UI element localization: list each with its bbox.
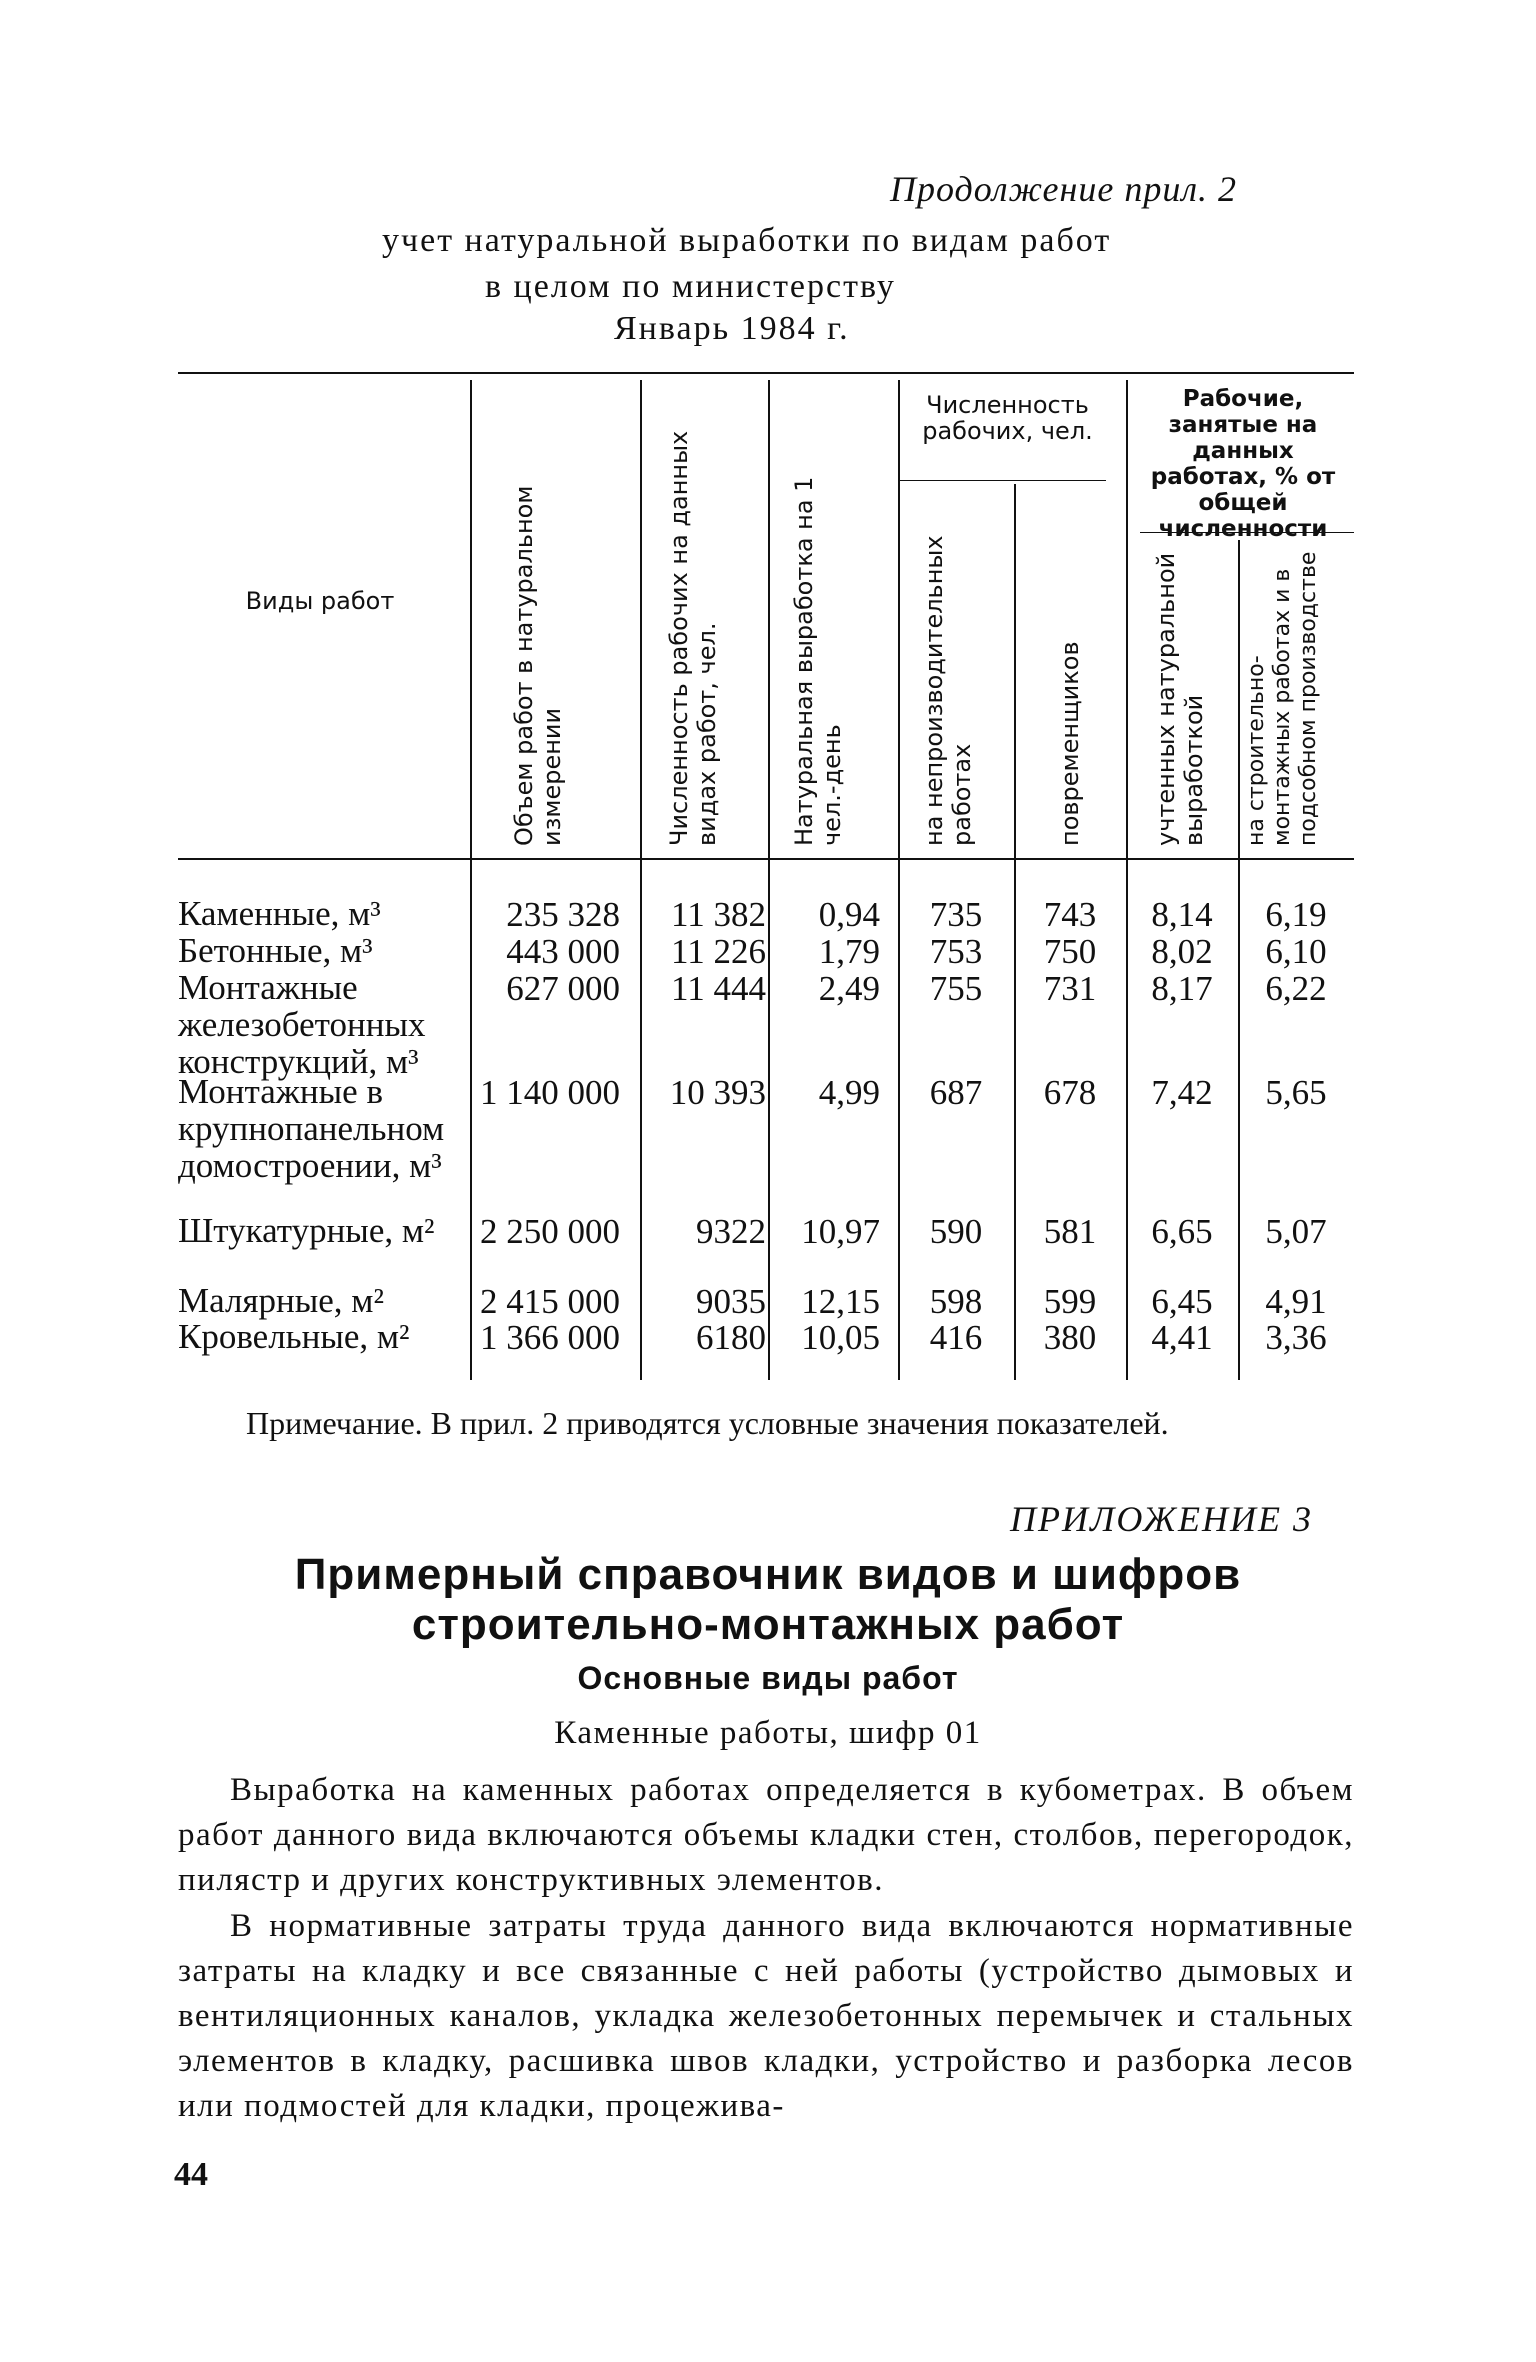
col-header-output: Натуральная выработка на 1 чел.-день <box>790 476 846 846</box>
appendix-label: ПРИЛОЖЕНИЕ 3 <box>1010 1499 1313 1539</box>
appendix-title-line-2: строительно-монтажных работ <box>411 1600 1125 1649</box>
cell-construction: 5,07 <box>1265 1212 1327 1251</box>
appendix-subtitle: Основные виды работ <box>577 1660 959 1696</box>
cell-accounted: 4,41 <box>1151 1318 1213 1357</box>
cell-time: 678 <box>1043 1073 1097 1112</box>
cell-output: 4,99 <box>818 1073 880 1112</box>
page-number: 44 <box>174 2156 208 2193</box>
cell-volume: 2 250 000 <box>480 1212 620 1251</box>
cell-accounted: 8,02 <box>1151 932 1213 971</box>
table-note: Примечание. В прил. 2 приводятся условные значения показателей. <box>246 1405 1169 1441</box>
cell-output: 10,05 <box>801 1318 880 1357</box>
cell-time: 581 <box>1043 1212 1097 1251</box>
cell-time: 750 <box>1043 932 1097 971</box>
cell-volume: 2 415 000 <box>480 1282 620 1321</box>
cell-accounted: 8,17 <box>1151 969 1213 1008</box>
cell-time: 743 <box>1043 895 1097 934</box>
paragraph-2: В нормативные затраты труда данного вида включаются нормативные затраты на кладку и все связанные с ней работы (устройство дымовых и вентиляционных каналов, укладка железобетонных перемычек и стальных элементов в кладку, расшивка швов кладки, устройство и разборка лесов или подмостей для кладки, процежива- <box>178 1908 1354 2124</box>
cell-time: 731 <box>1043 969 1097 1008</box>
table-row-name: Каменные, м³ <box>178 894 381 933</box>
cell-workers: 9322 <box>696 1212 766 1251</box>
cell-construction: 6,19 <box>1265 895 1327 934</box>
col-header-workers: Численность рабочих на данных видах работ, чел. <box>665 430 721 846</box>
cell-output: 0,94 <box>818 895 880 934</box>
col-header-construction: на строительно-монтажных работах и в подсобном производстве <box>1244 551 1321 846</box>
cell-construction: 6,10 <box>1265 932 1327 971</box>
table-row-name: Штукатурные, м² <box>178 1211 435 1250</box>
section-heading: Каменные работы, шифр 01 <box>554 1715 982 1751</box>
cell-workers: 6180 <box>696 1318 766 1357</box>
cell-workers: 10 393 <box>669 1073 766 1112</box>
table-row-name: Кровельные, м² <box>178 1317 410 1356</box>
cell-accounted: 7,42 <box>1151 1073 1213 1112</box>
cell-nonprod: 687 <box>929 1073 983 1112</box>
cell-nonprod: 590 <box>929 1212 983 1251</box>
cell-nonprod: 755 <box>929 969 983 1008</box>
cell-nonprod: 753 <box>929 932 983 971</box>
table-row-name: Малярные, м² <box>178 1281 384 1320</box>
table-row-name: Бетонные, м³ <box>178 931 373 970</box>
cell-construction: 5,65 <box>1265 1073 1327 1112</box>
cell-volume: 235 328 <box>506 895 620 934</box>
cell-time: 599 <box>1043 1282 1097 1321</box>
col-header-time-workers: повременщиков <box>1056 641 1084 846</box>
cell-volume: 443 000 <box>506 932 620 971</box>
cell-workers: 9035 <box>696 1282 766 1321</box>
paragraph-1: Выработка на каменных работах определяется в кубометрах. В объем работ данного вида включаются объемы кладки стен, столбов, перегородок, пилястр и других конструктивных элементов. <box>178 1772 1354 1898</box>
col-header-volume: Объем работ в натуральном измерении <box>510 485 566 846</box>
cell-accounted: 6,45 <box>1151 1282 1213 1321</box>
table-row-name: Монтажные железобетонных конструкций, м³ <box>178 968 426 1081</box>
cell-volume: 627 000 <box>506 969 620 1008</box>
cell-output: 10,97 <box>801 1212 880 1251</box>
col-header-accounted: учтенных натуральной выработкой <box>1152 552 1208 846</box>
col-header-work-type: Виды работ <box>245 587 395 615</box>
table-row-name: Монтажные в крупнопанельном домостроении, м³ <box>178 1072 445 1185</box>
col-header-share-group: Рабочие, занятые на данных работах, % от общей численности <box>1150 386 1336 542</box>
cell-construction: 3,36 <box>1265 1318 1327 1357</box>
col-header-nonproductive: на непроизводительных работах <box>920 535 976 846</box>
table-title-line-1: учет натуральной выработки по видам работ <box>382 222 1112 259</box>
cell-accounted: 6,65 <box>1151 1212 1213 1251</box>
cell-workers: 11 382 <box>671 895 766 934</box>
cell-workers: 11 444 <box>671 969 766 1008</box>
cell-nonprod: 735 <box>929 895 983 934</box>
cell-construction: 6,22 <box>1265 969 1327 1008</box>
cell-output: 12,15 <box>801 1282 880 1321</box>
cell-nonprod: 598 <box>929 1282 983 1321</box>
continuation-label: Продолжение прил. 2 <box>890 169 1238 209</box>
cell-time: 380 <box>1043 1318 1097 1357</box>
table-title-line-3: Январь 1984 г. <box>614 310 850 347</box>
cell-volume: 1 140 000 <box>480 1073 620 1112</box>
cell-workers: 11 226 <box>671 932 766 971</box>
cell-construction: 4,91 <box>1265 1282 1327 1321</box>
cell-volume: 1 366 000 <box>480 1318 620 1357</box>
cell-accounted: 8,14 <box>1151 895 1213 934</box>
col-header-headcount-group: Численность рабочих, чел. <box>922 391 1093 445</box>
appendix-title-line-1: Примерный справочник видов и шифров <box>294 1550 1242 1599</box>
cell-nonprod: 416 <box>929 1318 983 1357</box>
table-title-line-2: в целом по министерству <box>485 268 896 305</box>
cell-output: 2,49 <box>818 969 880 1008</box>
cell-output: 1,79 <box>818 932 880 971</box>
